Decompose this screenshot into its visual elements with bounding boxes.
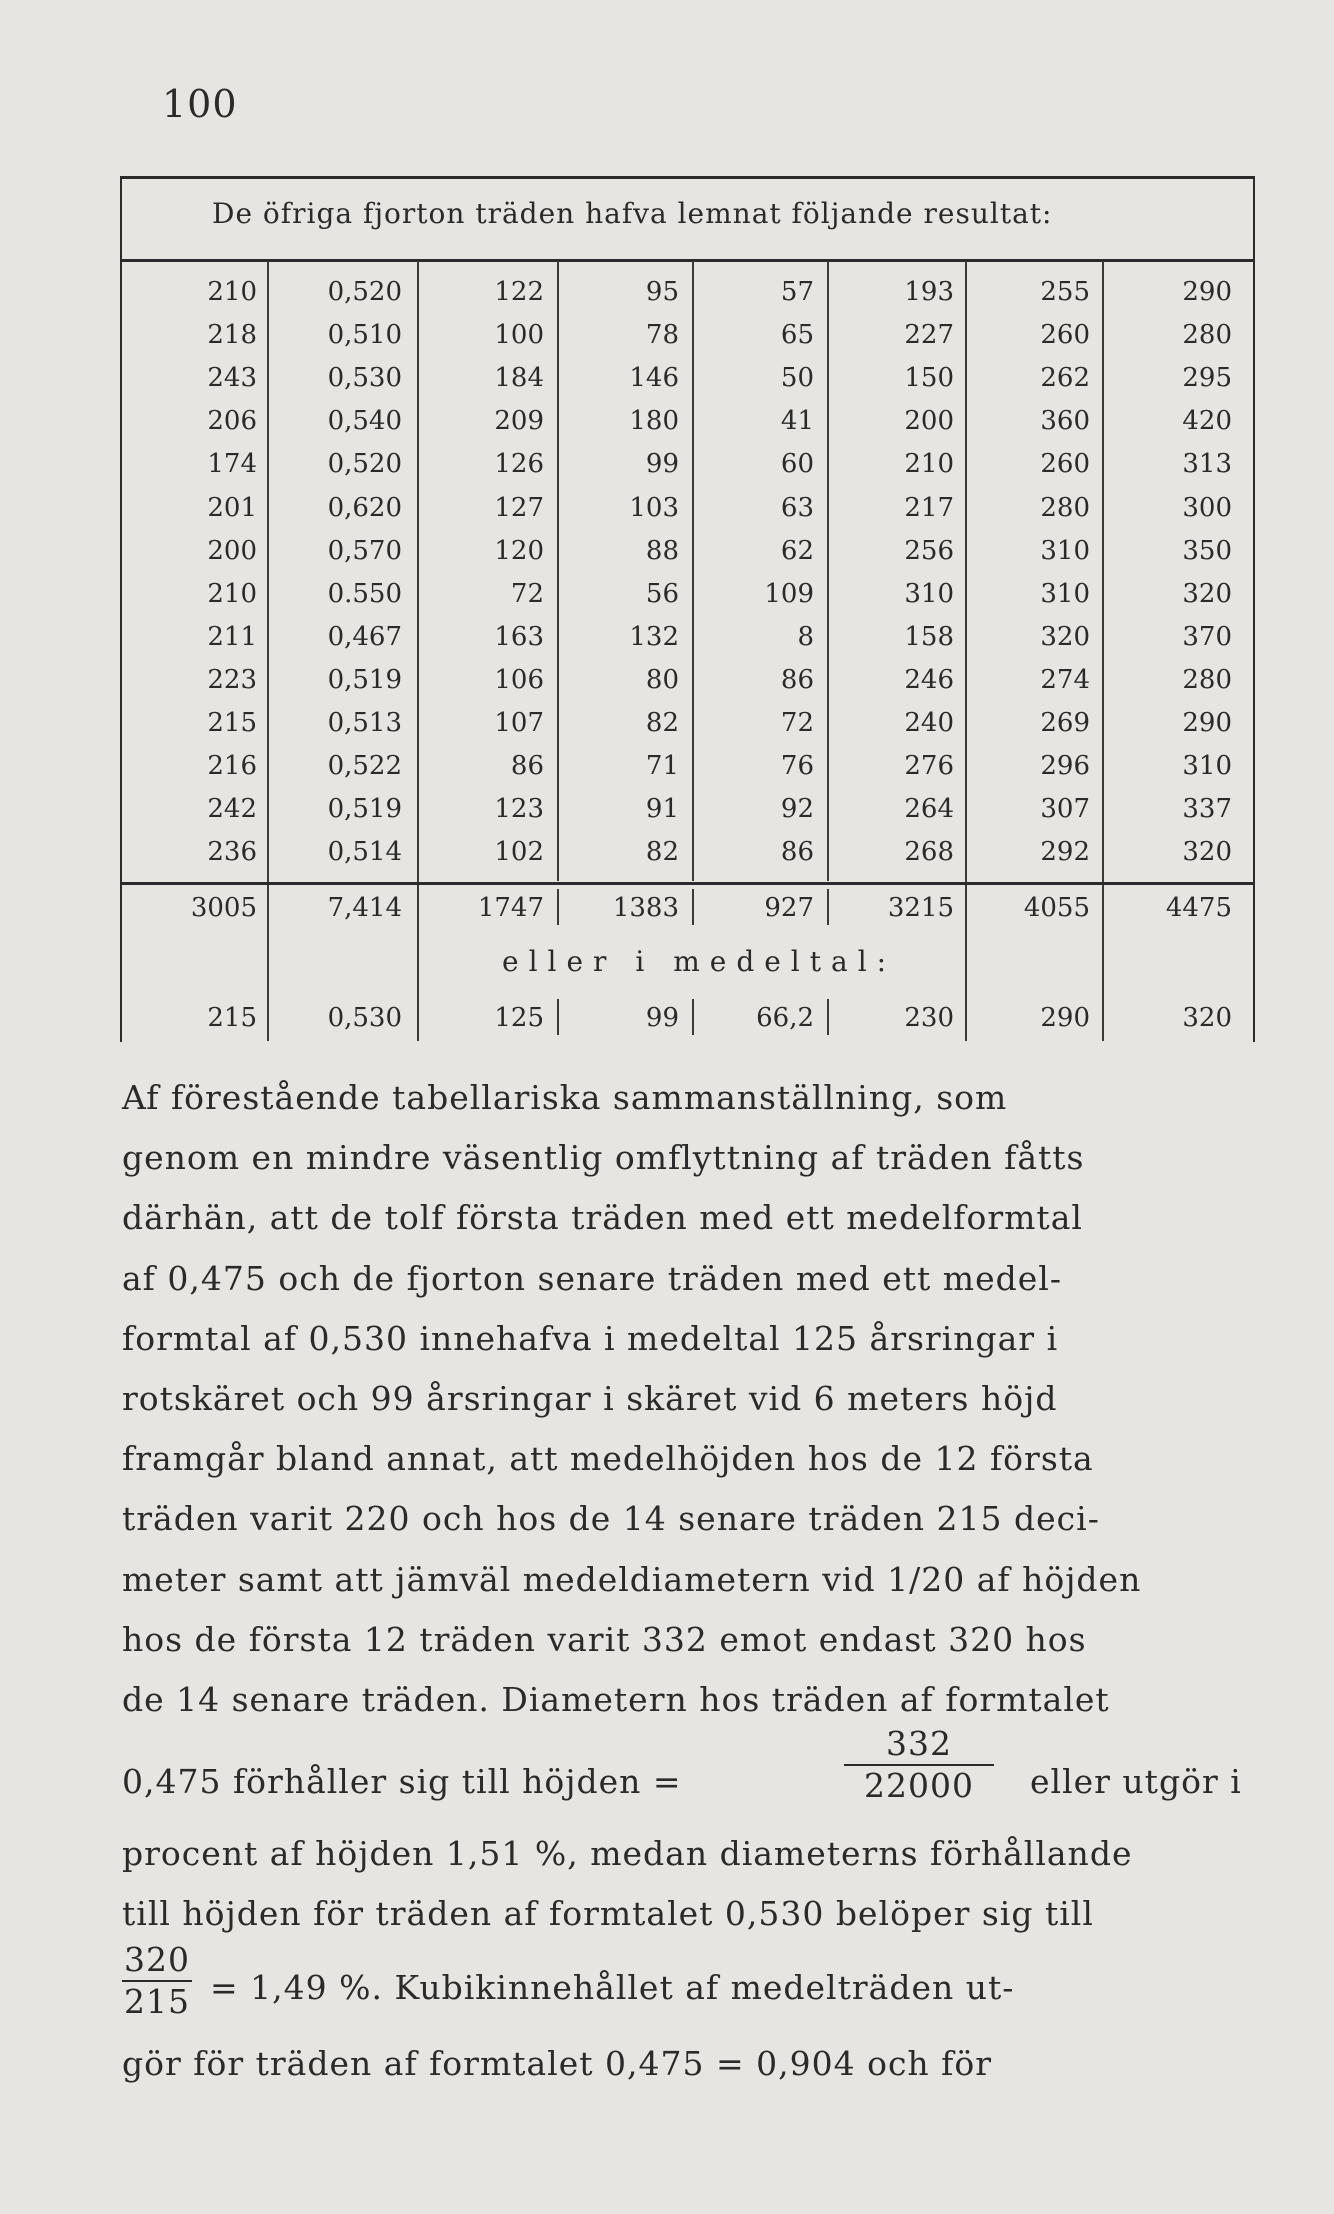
table-cell: 243 (207, 363, 257, 394)
table-cell: 215 (207, 708, 257, 738)
table-cell: 66,2 (756, 1003, 814, 1033)
text-line: träden varit 220 och hos de 14 senare träden 215 deci- (122, 1499, 1100, 1539)
table-cell: 310 (1182, 751, 1232, 782)
fraction-numerator: 332 (886, 1724, 952, 1763)
table-cell: 0,514 (327, 837, 402, 868)
table-cell: 320 (1040, 621, 1090, 652)
table-row (122, 487, 1253, 529)
table-cell: 86 (780, 664, 814, 695)
text-line: de 14 senare träden. Diametern hos träden af formtalet (122, 1680, 1110, 1719)
text-line: Af förestående tabellariska sammanställning, som (122, 1078, 1008, 1117)
table-cell: 240 (904, 708, 954, 738)
table-cell: 218 (207, 320, 257, 351)
table-cell: 337 (1182, 794, 1232, 825)
table-cell: 370 (1182, 621, 1232, 652)
table-cell: 200 (904, 406, 954, 437)
text-line: därhän, att de tolf första träden med ett medelformtal (122, 1198, 1083, 1238)
table-caption: De öfriga fjorton träden hafva lemnat följande resultat: (212, 197, 1053, 230)
table-cell: 0,467 (327, 621, 402, 652)
table-cell: 420 (1182, 406, 1232, 437)
table-row (122, 831, 1253, 873)
formula-line-2: = 1,49 %. Kubikinnehållet af medelträden ut- (210, 1968, 1015, 2007)
table-cell: 95 (645, 277, 679, 307)
table-cell: 86 (510, 751, 544, 782)
table-cell: 0,519 (327, 794, 402, 825)
table-cell: 91 (645, 794, 679, 825)
line-after-formula-2: till höjden för träden af formtalet 0,530 belöper sig till (122, 1894, 1094, 1933)
fraction-320-215 (122, 1940, 192, 2022)
line-after-formula-1: procent af höjden 1,51 %, medan diameterns förhållande (122, 1834, 1133, 1873)
table-cell: 8 (797, 621, 814, 652)
page-number: 100 (162, 82, 238, 126)
table-cell: 307 (1040, 794, 1090, 825)
table-cell: 200 (207, 535, 257, 566)
table-cell: 76 (780, 751, 814, 782)
table-cell: 290 (1182, 708, 1232, 738)
table-cell: 122 (494, 277, 544, 307)
table-cell: 106 (494, 664, 544, 695)
table-row (122, 443, 1253, 485)
table-cell: 320 (1182, 837, 1232, 868)
table-row (122, 357, 1253, 399)
table-cell: 0,520 (327, 449, 402, 480)
table-cell: 313 (1182, 449, 1232, 480)
table-cell: 276 (904, 751, 954, 782)
table-cell: 0,520 (327, 277, 402, 307)
fraction-332-22000 (844, 1724, 994, 1806)
table-cell: 927 (764, 893, 814, 923)
formula1-before: 0,475 förhåller sig till höjden = (122, 1762, 682, 1801)
table-cell: 206 (207, 406, 257, 437)
table-cell: 7,414 (327, 893, 402, 923)
table-cell: 82 (645, 837, 679, 868)
table-cell: 99 (645, 449, 679, 480)
table-cell: 80 (645, 664, 679, 695)
table-cell: 102 (494, 837, 544, 868)
table-cell: 180 (629, 406, 679, 437)
table-cell: 56 (645, 578, 679, 609)
table-cell: 227 (904, 320, 954, 351)
table-cell: 3215 (887, 893, 954, 923)
table-cell: 310 (1040, 535, 1090, 566)
sum-row (122, 887, 1253, 929)
formula1-after: eller utgör i (1030, 1762, 1242, 1801)
table-cell: 210 (207, 277, 257, 307)
table-cell: 280 (1182, 320, 1232, 351)
text-line: rotskäret och 99 årsringar i skäret vid 6 meters höjd (122, 1379, 1058, 1418)
table-cell: 0,522 (327, 751, 402, 782)
table-cell: 217 (904, 492, 954, 523)
table-cell: 350 (1182, 535, 1232, 566)
table-cell: 310 (1040, 578, 1090, 609)
text-line: genom en mindre väsentlig omflyttning af träden fåtts (122, 1138, 1085, 1178)
fraction-numerator: 320 (124, 1940, 190, 1979)
table-cell: 310 (904, 578, 954, 609)
table-row (122, 400, 1253, 442)
table-cell: 209 (494, 406, 544, 437)
table-cell: 86 (780, 837, 814, 868)
table-cell: 230 (904, 1003, 954, 1033)
table-cell: 246 (904, 664, 954, 695)
table-cell: 0,570 (327, 535, 402, 566)
table-cell: 201 (207, 492, 257, 523)
table-cell: 88 (645, 535, 679, 566)
table-cell: 296 (1040, 751, 1090, 782)
table-cell: 92 (780, 794, 814, 825)
table-cell: 146 (629, 363, 679, 394)
table-cell: 72 (780, 708, 814, 738)
table-cell: 60 (780, 449, 814, 480)
table-cell: 0,540 (327, 406, 402, 437)
table-cell: 223 (207, 664, 257, 695)
table-cell: 242 (207, 794, 257, 825)
text-line: formtal af 0,530 innehafva i medeltal 125 årsringar i (122, 1318, 1059, 1358)
table-cell: 100 (494, 320, 544, 351)
table-cell: 107 (494, 708, 544, 738)
table-row (122, 745, 1253, 787)
table-cell: 0,513 (327, 708, 402, 738)
table-cell: 0,530 (327, 1003, 402, 1033)
table-cell: 132 (629, 621, 679, 652)
table-row (122, 659, 1253, 701)
text-line: hos de första 12 träden varit 332 emot endast 320 hos (122, 1619, 1087, 1659)
table-cell: 255 (1040, 277, 1090, 307)
table-cell: 174 (207, 449, 257, 480)
table-row (122, 616, 1253, 658)
table-cell: 264 (904, 794, 954, 825)
table-cell: 268 (904, 837, 954, 868)
table-cell: 290 (1040, 1003, 1090, 1033)
table-cell: 0,519 (327, 664, 402, 695)
table-row (122, 788, 1253, 830)
table-cell: 0,620 (327, 492, 402, 523)
table-cell: 216 (207, 751, 257, 782)
table-cell: 320 (1182, 578, 1232, 609)
table-cell: 280 (1182, 664, 1232, 695)
table-cell: 295 (1182, 363, 1232, 394)
table-cell: 109 (764, 578, 814, 609)
table-row (122, 530, 1253, 572)
table-cell: 360 (1040, 406, 1090, 437)
table-cell: 269 (1040, 708, 1090, 738)
table-cell: 65 (780, 320, 814, 351)
table-cell: 300 (1182, 492, 1232, 523)
text-line: af 0,475 och de fjorton senare träden med ett medel- (122, 1258, 1062, 1298)
sum-rule (122, 882, 1253, 885)
table-cell: 1383 (612, 893, 679, 923)
table-cell: 78 (645, 320, 679, 351)
table-cell: 193 (904, 277, 954, 307)
table-cell: 280 (1040, 492, 1090, 523)
table-cell: 125 (494, 1003, 544, 1033)
mean-row (122, 997, 1253, 1039)
results-table (120, 176, 1255, 1042)
table-cell: 103 (629, 492, 679, 523)
table-cell: 163 (494, 621, 544, 652)
table-cell: 0.550 (327, 578, 402, 609)
table-cell: 262 (1040, 363, 1090, 394)
table-cell: 72 (510, 578, 544, 609)
table-row (122, 314, 1253, 356)
table-cell: 4475 (1165, 893, 1232, 923)
table-cell: 99 (645, 1003, 679, 1033)
table-cell: 210 (207, 578, 257, 609)
table-cell: 62 (780, 535, 814, 566)
text-line: framgår bland annat, att medelhöjden hos de 12 första (122, 1439, 1094, 1479)
table-cell: 57 (780, 277, 814, 307)
table-cell: 215 (207, 1003, 257, 1033)
table-cell: 126 (494, 449, 544, 480)
table-row (122, 271, 1253, 313)
table-cell: 211 (207, 621, 257, 652)
table-cell: 210 (904, 449, 954, 480)
table-cell: 120 (494, 535, 544, 566)
medeltal-label: eller i medeltal: (502, 945, 897, 978)
table-row (122, 702, 1253, 744)
table-cell: 256 (904, 535, 954, 566)
table-cell: 274 (1040, 664, 1090, 695)
table-cell: 0,530 (327, 363, 402, 394)
table-cell: 158 (904, 621, 954, 652)
table-cell: 0,510 (327, 320, 402, 351)
fraction-denominator: 22000 (844, 1764, 994, 1806)
table-cell: 123 (494, 794, 544, 825)
table-cell: 41 (780, 406, 814, 437)
table-cell: 184 (494, 363, 544, 394)
table-cell: 4055 (1023, 893, 1090, 923)
fraction-denominator: 215 (124, 1982, 190, 2021)
table-cell: 3005 (190, 893, 257, 923)
table-cell: 63 (780, 492, 814, 523)
table-cell: 290 (1182, 277, 1232, 307)
last-line: gör för träden af formtalet 0,475 = 0,904 och för (122, 2044, 993, 2083)
text-line: meter samt att jämväl medeldiametern vid 1/20 af höjden (122, 1559, 1142, 1599)
table-cell: 320 (1182, 1003, 1232, 1033)
table-row (122, 573, 1253, 615)
table-cell: 260 (1040, 449, 1090, 480)
table-cell: 236 (207, 837, 257, 868)
table-cell: 292 (1040, 837, 1090, 868)
table-cell: 82 (645, 708, 679, 738)
table-cell: 150 (904, 363, 954, 394)
caption-rule (122, 259, 1253, 262)
table-cell: 260 (1040, 320, 1090, 351)
table-cell: 127 (494, 492, 544, 523)
table-cell: 71 (645, 751, 679, 782)
table-cell: 50 (780, 363, 814, 394)
table-cell: 1747 (477, 893, 544, 923)
